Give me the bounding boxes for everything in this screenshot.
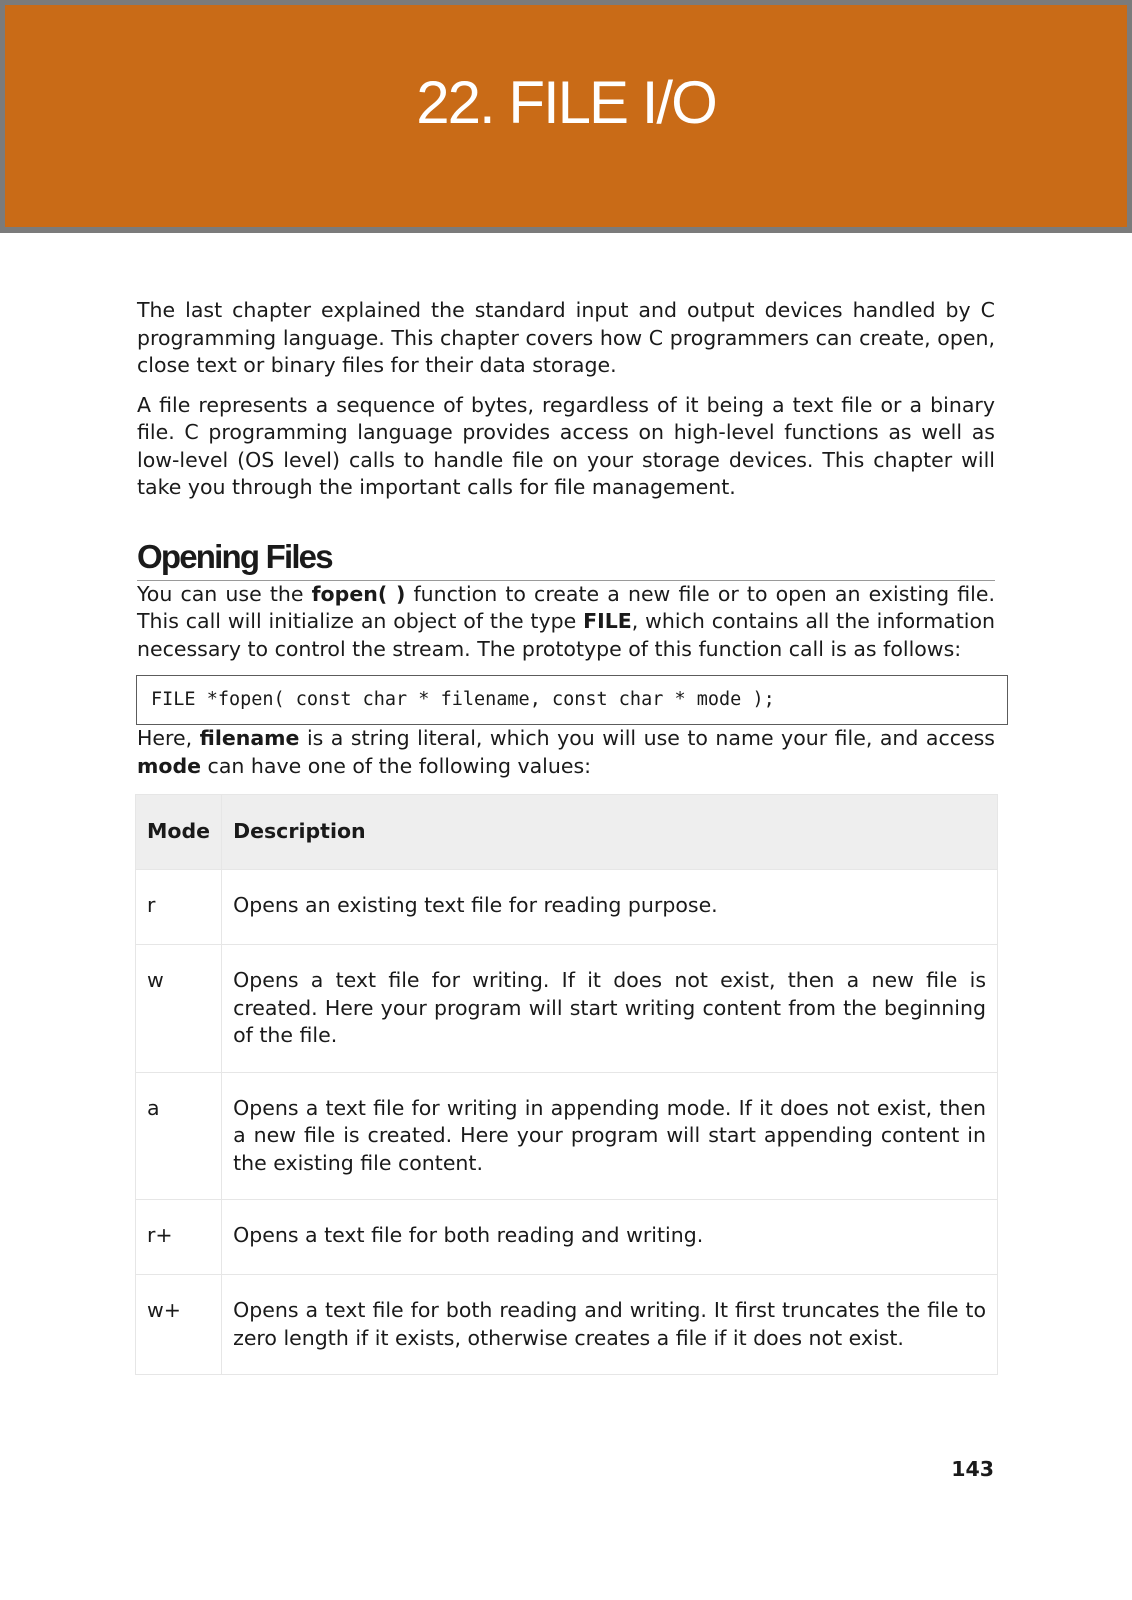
mode-text-1: Here,: [137, 726, 200, 750]
header-description: Description: [222, 795, 998, 870]
file-type-keyword: FILE: [583, 609, 632, 633]
mode-text-2: is a string literal, which you will use to name your file, and access: [299, 726, 995, 750]
chapter-banner: [0, 0, 1132, 233]
header-mode: Mode: [136, 795, 222, 870]
mode-cell: w+: [136, 1275, 222, 1375]
section-heading: Opening Files: [137, 536, 995, 581]
fopen-text-3: , which contains all the information necessary to control the stream. The prototype of this function call is as follows:: [137, 609, 995, 661]
table-row: [136, 945, 998, 1073]
mode-cell: r: [136, 870, 222, 945]
intro-paragraph-2: A file represents a sequence of bytes, regardless of it being a text file or a binary file. C programming language provides access on high-level functions as well as low-level (OS level) calls to handle file on your storage devices. This chapter will take you through the important calls for file management.: [137, 392, 995, 499]
description-cell: Opens a text file for writing. If it does not exist, then a new file is created. Here your program will start writing content from the beginning of the file.: [222, 945, 998, 1073]
mode-text-3: can have one of the following values:: [201, 753, 592, 778]
mode-cell: a: [136, 1072, 222, 1200]
table-header-row: [136, 795, 998, 870]
chapter-title: 22. FILE I/O: [416, 69, 716, 136]
code-block: FILE *fopen( const char * filename, const char * mode );: [136, 675, 1008, 725]
mode-cell: w: [136, 945, 222, 1073]
fopen-paragraph: [137, 581, 995, 664]
table-row: [136, 870, 998, 945]
intro-paragraph-1: The last chapter explained the standard input and output devices handled by C programming language. This chapter covers how C programmers can create, open, close text or binary files for their data storage.: [137, 298, 995, 377]
mode-keyword: mode: [137, 753, 202, 778]
fopen-keyword: fopen( ): [311, 581, 406, 606]
page-content: [137, 297, 995, 1375]
table-row: [136, 1275, 998, 1375]
mode-cell: r+: [136, 1200, 222, 1275]
table-row: [136, 1200, 998, 1275]
fopen-text-2: function to create a new file or to open an existing file. This call will initialize an object of the type: [137, 581, 995, 633]
description-cell: Opens an existing text file for reading purpose.: [222, 870, 998, 945]
table-row: [136, 1072, 998, 1200]
description-cell: Opens a text file for both reading and writing.: [222, 1200, 998, 1275]
page-number: 143: [951, 1457, 994, 1481]
filename-keyword: filename: [199, 726, 300, 750]
description-cell: Opens a text file for both reading and writing. It first truncates the file to zero length if it exists, otherwise creates a file if it does not exist.: [222, 1275, 998, 1375]
fopen-text-1: You can use the: [137, 581, 312, 606]
mode-paragraph: [137, 725, 995, 780]
mode-table: [135, 794, 998, 1375]
description-cell: Opens a text file for writing in appending mode. If it does not exist, then a new file is created. Here your program will start appending content in the existing file content.: [222, 1072, 998, 1200]
